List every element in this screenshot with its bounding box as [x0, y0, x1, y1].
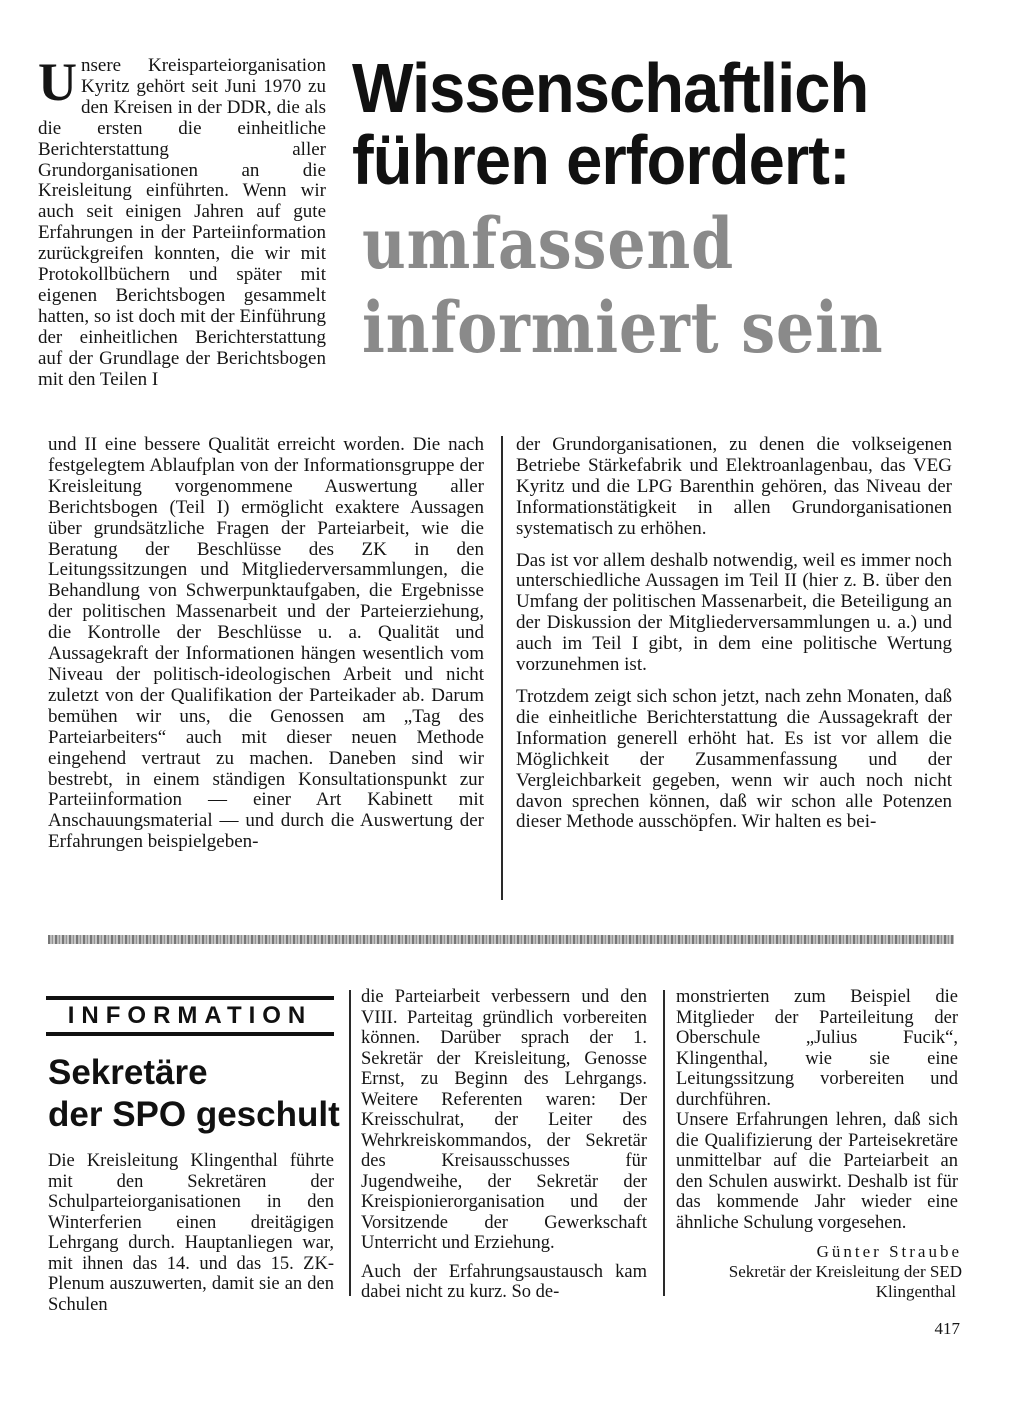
drop-cap: U	[38, 52, 77, 112]
paragraph: Die Kreisleitung Klingenthal führte mit den Sekretären der Schulparteiorganisationen in den Winterferien einen dreitägigen Lehrgang durch. Hauptanliegen war, mit ihnen das 14. und das 15. ZK-Plenum auszuwerten, damit sie an den Schulen	[48, 1151, 334, 1315]
article-column-right	[516, 435, 952, 833]
author-place: Klingenthal	[875, 1282, 956, 1301]
intro-column	[38, 52, 326, 391]
information-label: INFORMATION	[46, 996, 334, 1036]
paragraph: Auch der Erfahrungsaustausch kam dabei nicht zu kurz. So de-	[361, 1261, 647, 1302]
headline-line-2: führen erfordert:	[352, 121, 850, 199]
info-column-1	[48, 1151, 334, 1315]
info-title-line-2: der SPO geschult	[48, 1095, 340, 1134]
headline-line-1: Wissenschaftlich	[352, 49, 869, 127]
paragraph: die Parteiarbeit verbessern und den VIII. Parteitag gründlich vorbereiten können. Darüber sprach der 1. Sekretär der Kreisleitung, Genosse Ernst, zu Beginn des Lehrgangs. Weitere Referenten waren: Der Kreisschulrat, der Leiter des Wehrkreiskommandos, der Sekretär des Kreisausschusses für Jugendweihe, der Sekretär der Kreispionierorganisation und der Vorsitzende der Gewerkschaft Unterricht und Erziehung.	[361, 987, 647, 1253]
paragraph: der Grundorganisationen, zu denen die volkseigenen Betriebe Stärkefabrik und Elektroanlagenbau, das VEG Kyritz und die LPG Barenthin gehören, das Niveau der Informationstätigkeit in allen Grundorganisationen systematisch zu erhöhen.	[516, 434, 952, 539]
info-title-line-1: Sekretäre	[48, 1053, 208, 1092]
paragraph: Trotzdem zeigt sich schon jetzt, nach zehn Monaten, daß die einheitliche Berichterstattung die Aussagekraft der Information generell erhöht hat. Es ist vor allem die Möglichkeit der Zusammenfassung und der Vergleichbarkeit gegeben, wenn wir auch noch nicht davon sprechen können, daß wir schon alle Potenzen dieser Methode ausschöpfen. Wir halten es bei-	[516, 685, 952, 833]
headline-line-4: informiert sein	[362, 286, 884, 369]
column-divider	[349, 990, 351, 1296]
info-column-3	[676, 987, 958, 1233]
author-role: Sekretär der Kreisleitung der SED	[728, 1262, 962, 1281]
section-separator	[48, 935, 954, 944]
paragraph: Unsere Erfahrungen lehren, daß sich die Qualifizierung der Parteisekretäre unmittelbar auf die Parteiarbeit an den Schulen auswirkt. Deshalb ist für das kommende Jahr wieder eine ähnliche Schulung vorgesehen.	[676, 1110, 958, 1233]
info-column-2	[361, 987, 647, 1303]
info-article-title	[48, 1052, 348, 1136]
article-column-left	[48, 435, 484, 853]
column-divider	[501, 436, 503, 900]
paragraph: Das ist vor allem deshalb notwendig, weil es immer noch unterschiedliche Aussagen im Teil II (hier z. B. über den Umfang der politischen Massenarbeit, die Beteiligung an der Diskussion der Mitgliederversammlungen u. a.) und auch im Teil I gibt, in dem eine politische Wertung vorzunehmen ist.	[516, 549, 952, 676]
intro-text: nsere Kreisparteiorganisation Kyritz gehört seit Juni 1970 zu den Kreisen in der DDR, die als die ersten die einheitliche Berichterstattung aller Grundorganisationen an die Kreisleitung einführten. Wenn wir auch seit einigen Jahren auf gute Erfahrungen in der Parteiinformation zurückgreifen konnten, die wir mit Protokollbüchern und später mit eigenen Berichtsbogen gesammelt hatten, so ist doch mit der Einführung der einheitlichen Berichterstattung auf der Grundlage der Berichtsbogen mit den Teilen I	[38, 55, 326, 390]
author-signature	[676, 1242, 962, 1302]
article-headline	[352, 49, 992, 370]
paragraph: monstrierten zum Beispiel die Mitglieder der Parteileitung der Oberschule „Julius Fucik“, Klingenthal, wie sie eine Leitungssitzung vorbereiten und durchführen.	[676, 987, 958, 1110]
column-divider	[663, 990, 665, 1296]
headline-line-3: umfassend	[362, 202, 735, 285]
paragraph: und II eine bessere Qualität erreicht worden. Die nach festgelegtem Ablaufplan von der Informationsgruppe der Kreisleitung vorgenommene Auswertung aller Berichtsbogen (Teil I) ermöglicht exaktere Aussagen über grundsätzliche Fragen der Parteiarbeit, wie die Beratung der Beschlüsse des ZK in den Leitungssitzungen und Mitgliederversammlungen, die Behandlung von Schwerpunktaufgaben, die Ergebnisse der politischen Massenarbeit und der Parteierziehung, die Kontrolle der Beschlüsse u. a. Qualität und Aussagekraft der Informationen hängen wesentlich vom Niveau der politisch-ideologischen Arbeit und nicht zuletzt von der Qualifikation der Parteikader ab. Darum bemühen wir uns, die Genossen am „Tag des Parteiarbeiters“ auch mit dieser neuen Methode eingehend vertraut zu machen. Daneben sind wir bestrebt, in einem ständigen Konsultationspunkt zur Parteiinformation — einer Art Kabinett mit Anschauungsmaterial — und durch die Auswertung der Erfahrungen beispielgeben-	[48, 434, 484, 853]
author-name: Günter Straube	[816, 1242, 962, 1261]
page-number: 417	[934, 1319, 960, 1338]
